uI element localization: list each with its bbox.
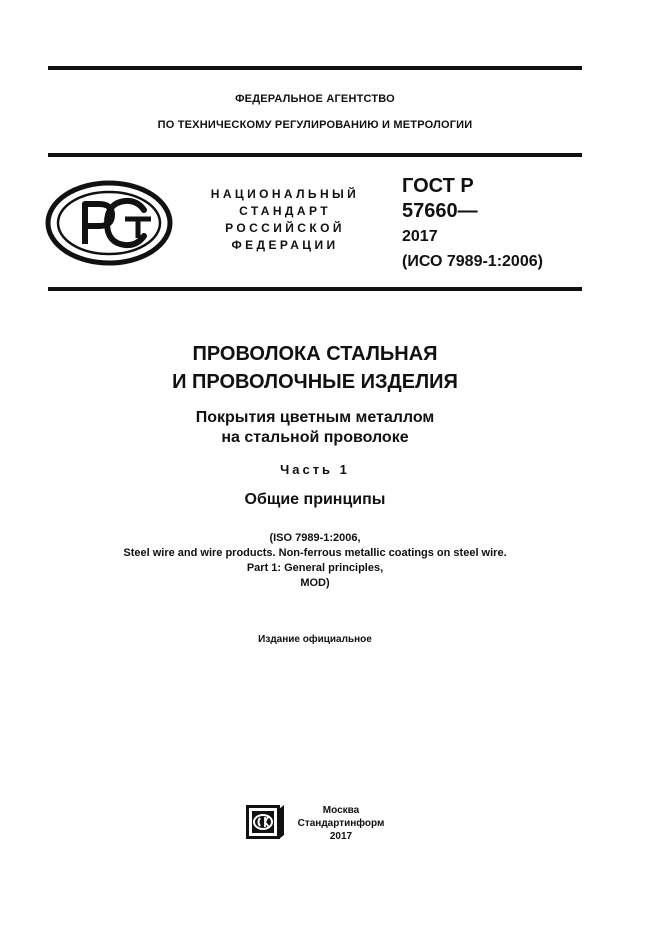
title-line1: ПРОВОЛОКА СТАЛЬНАЯ — [192, 343, 438, 365]
subtitle-line1: Покрытия цветным металлом — [195, 409, 435, 426]
title-line2: И ПРОВОЛОЧНЫЕ ИЗДЕЛИЯ — [172, 371, 458, 393]
part-title: Общие принципы — [244, 491, 386, 508]
bottom-rule — [48, 287, 582, 291]
designation-iso: (ИСО 7989-1:2006) — [402, 253, 543, 270]
standard-type — [195, 186, 375, 254]
publisher-city: Москва — [322, 805, 360, 816]
standard-type-line4: ФЕДЕРАЦИИ — [231, 238, 339, 252]
publisher-block — [294, 804, 388, 843]
document-subtitle — [48, 408, 582, 448]
gost-r-logo-icon — [45, 180, 173, 266]
edition-label: Издание официальное — [258, 634, 372, 645]
standard-designation — [402, 174, 543, 274]
part-number: Часть 1 — [280, 462, 350, 477]
iso-reference — [48, 531, 582, 591]
standard-type-line2: СТАНДАРТ — [239, 204, 331, 218]
iso-reference-line1: (ISO 7989-1:2006, — [269, 532, 361, 544]
standard-type-line1: НАЦИОНАЛЬНЫЙ — [210, 187, 360, 201]
iso-reference-line3: Part 1: General principles, — [246, 562, 384, 574]
agency-name-line2: ПО ТЕХНИЧЕСКОМУ РЕГУЛИРОВАНИЮ И МЕТРОЛОГИИ — [157, 119, 473, 131]
publisher-name: Стандартинформ — [297, 818, 385, 829]
designation-year: 2017 — [402, 228, 438, 245]
document-title — [48, 340, 582, 396]
iso-reference-line2: Steel wire and wire products. Non-ferrous metallic coatings on steel wire. — [123, 547, 507, 559]
standartinform-logo-icon — [246, 805, 286, 839]
agency-name-line1: ФЕДЕРАЛЬНОЕ АГЕНТСТВО — [235, 93, 395, 105]
designation-line1: ГОСТ Р — [402, 175, 474, 197]
subtitle-line2: на стальной проволоке — [221, 429, 409, 446]
standard-type-line3: РОССИЙСКОЙ — [225, 221, 345, 235]
top-rule — [48, 66, 582, 70]
publisher-year: 2017 — [329, 831, 353, 842]
designation-line2: 57660— — [402, 200, 478, 222]
middle-rule — [48, 153, 582, 157]
iso-reference-line4: MOD) — [300, 577, 330, 589]
